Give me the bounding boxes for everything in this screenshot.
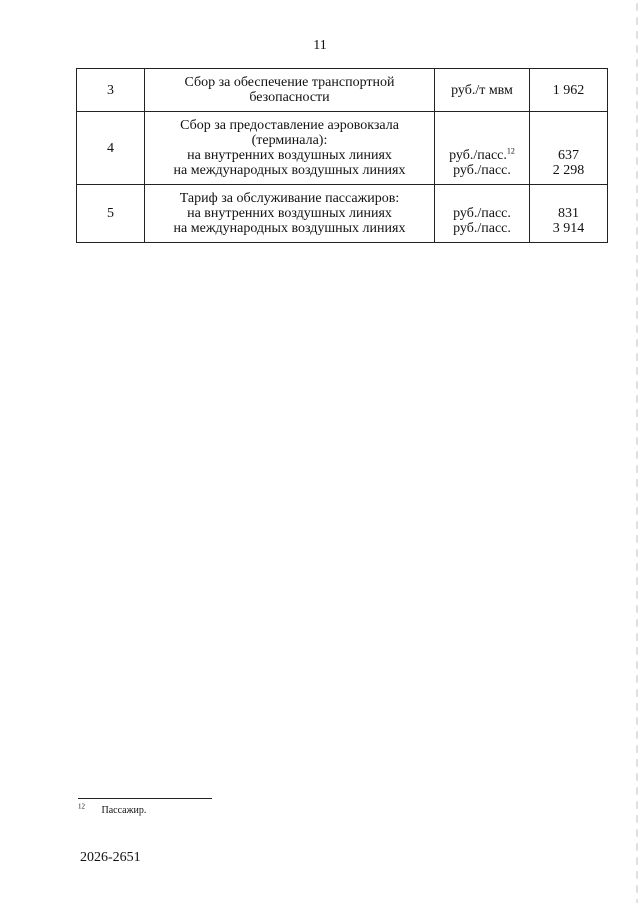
row-number: 3 (77, 69, 145, 112)
footnote-text: Пассажир. (101, 805, 147, 816)
service-name-line: (терминала): (251, 133, 328, 148)
footnote-mark: 12 (78, 802, 85, 811)
service-name-line: Тариф за обслуживание пассажиров: (179, 191, 400, 206)
service-name-line: на международных воздушных линиях (173, 163, 406, 178)
footnote-divider (78, 798, 212, 799)
value-cell (530, 112, 608, 185)
service-name (145, 112, 435, 185)
unit-label-with-footnote (439, 148, 525, 163)
unit-label: руб./пасс. (453, 163, 511, 178)
value-cell (530, 69, 608, 112)
tariff-table (76, 68, 608, 243)
service-name-line: Сбор за предоставление аэровокзала (180, 118, 399, 133)
unit-cell (435, 69, 530, 112)
footnote (78, 802, 147, 816)
tariff-value: 1 962 (552, 82, 585, 98)
unit-cell (435, 185, 530, 243)
table-row-4 (77, 112, 608, 185)
service-name-line: Сбор за обеспечение транспортной (184, 75, 395, 90)
unit-cell (435, 112, 530, 185)
document-code: 2026-2651 (80, 850, 141, 865)
table-row-5 (77, 185, 608, 243)
unit-label: руб./пасс. (449, 148, 507, 163)
tariff-value: 831 (558, 206, 579, 221)
service-name-line: на внутренних воздушных линиях (187, 206, 392, 221)
table-row-3 (77, 69, 608, 112)
row-number: 4 (77, 112, 145, 185)
unit-label: руб./пасс. (453, 221, 511, 236)
service-name (145, 69, 435, 112)
tariff-value: 2 298 (552, 163, 585, 178)
service-name-line: на международных воздушных линиях (173, 221, 406, 236)
unit-label: руб./т мвм (451, 82, 513, 98)
row-number: 5 (77, 185, 145, 243)
page-number: 11 (313, 38, 327, 53)
service-name-line: на внутренних воздушных линиях (187, 148, 392, 163)
service-name (145, 185, 435, 243)
tariff-value: 637 (558, 148, 579, 163)
value-cell (530, 185, 608, 243)
tariff-value: 3 914 (552, 221, 585, 236)
scan-edge-marks (636, 0, 638, 903)
footnote-reference: 12 (506, 146, 515, 156)
service-name-line: безопасности (249, 90, 330, 105)
unit-label: руб./пасс. (453, 206, 511, 221)
